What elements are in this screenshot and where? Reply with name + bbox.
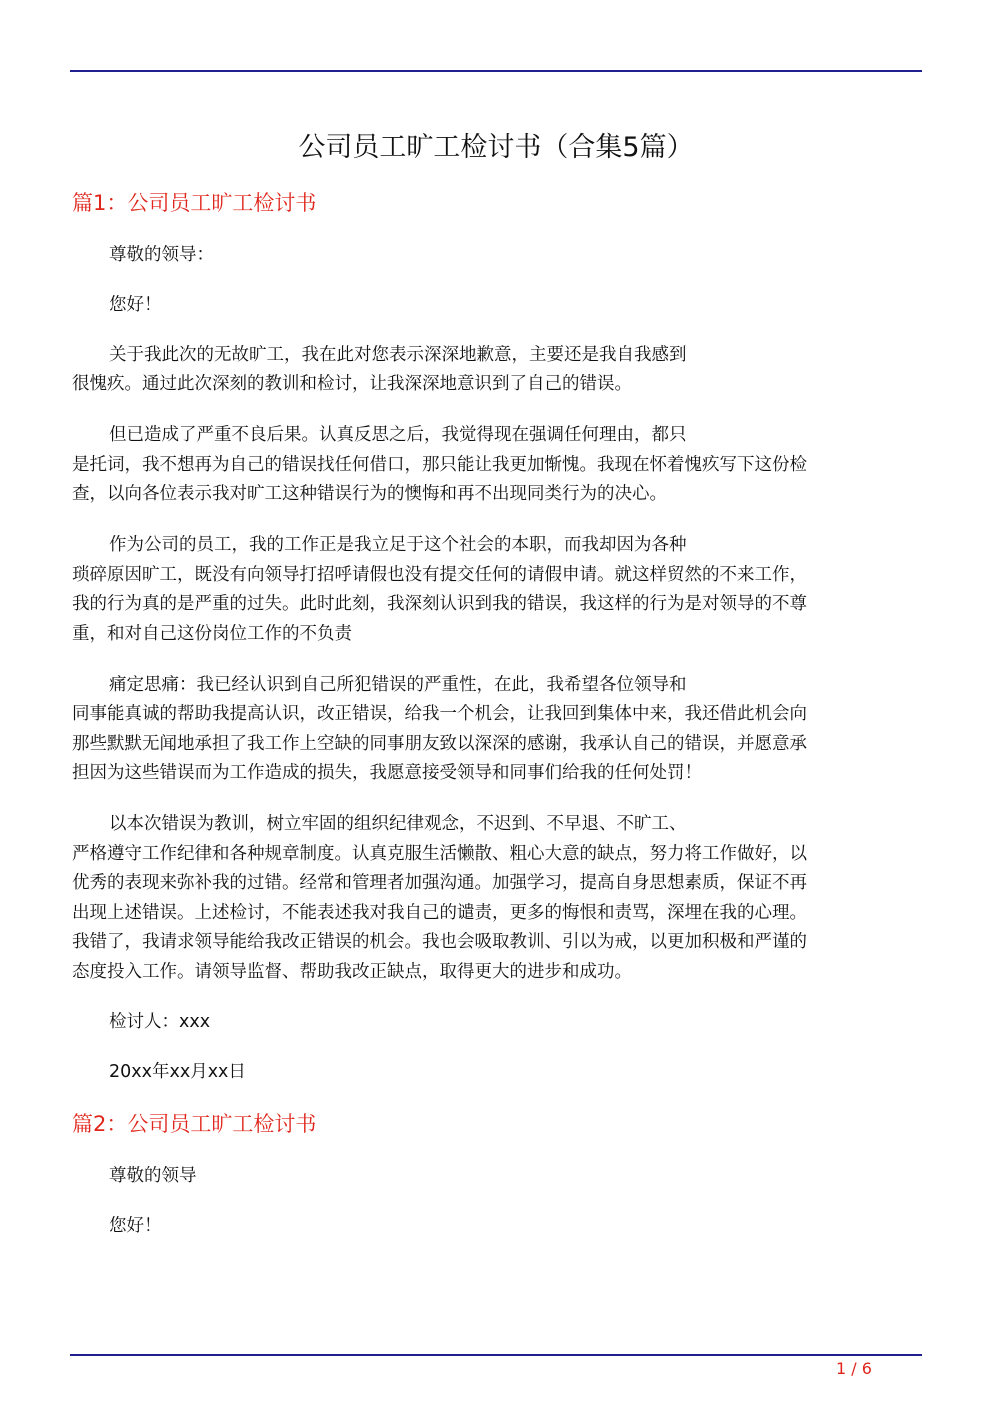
paragraph-line: 出现上述错误。上述检讨，不能表述我对我自己的谴责，更多的悔恨和责骂，深埋在我的心理。 (72, 903, 807, 923)
paragraph-line: 严格遵守工作纪律和各种规章制度。认真克服生活懒散、粗心大意的缺点，努力将工作做好，以 (72, 844, 807, 864)
paragraph-line: 琐碎原因旷工，既没有向领导打招呼请假也没有提交任何的请假申请。就这样贸然的不来工作， (72, 565, 807, 585)
section-2-salutation: 尊敬的领导 (109, 1166, 197, 1186)
paragraph-line: 但已造成了严重不良后果。认真反思之后，我觉得现在强调任何理由，都只 (109, 425, 687, 445)
paragraph-line: 是托词，我不想再为自己的错误找任何借口，那只能让我更加惭愧。我现在怀着愧疚写下这份检 (72, 455, 807, 475)
section-1-salutation: 尊敬的领导： (109, 245, 214, 265)
paragraph-line: 以本次错误为教训，树立牢固的组织纪律观念，不迟到、不早退、不旷工、 (109, 814, 687, 834)
paragraph-line: 态度投入工作。请领导监督、帮助我改正缺点，取得更大的进步和成功。 (72, 962, 632, 982)
paragraph-line: 很愧疚。通过此次深刻的教训和检讨，让我深深地意识到了自己的错误。 (72, 374, 632, 394)
header-rule (70, 70, 922, 72)
page-number: 1 / 6 (836, 1359, 872, 1378)
paragraph-line: 作为公司的员工，我的工作正是我立足于这个社会的本职，而我却因为各种 (109, 535, 687, 555)
date-line: 20xx年xx月xx日 (109, 1062, 246, 1082)
paragraph-line: 优秀的表现来弥补我的过错。经常和管理者加强沟通。加强学习，提高自身思想素质，保证不再 (72, 873, 807, 893)
paragraph-line: 担因为这些错误而为工作造成的损失，我愿意接受领导和同事们给我的任何处罚！ (72, 763, 702, 783)
footer-rule (70, 1354, 922, 1356)
paragraph-line: 重，和对自己这份岗位工作的不负责 (72, 624, 352, 644)
paragraph-line: 那些默默无闻地承担了我工作上空缺的同事朋友致以深深的感谢，我承认自己的错误，并愿意承 (72, 734, 807, 754)
section-1-greeting: 您好！ (109, 295, 162, 315)
signature-line: 检讨人：xxx (109, 1012, 211, 1032)
paragraph-line: 我错了，我请求领导能给我改正错误的机会。我也会吸取教训、引以为戒，以更加积极和严谨的 (72, 932, 807, 952)
paragraph-line: 我的行为真的是严重的过失。此时此刻，我深刻认识到我的错误，我这样的行为是对领导的不尊 (72, 594, 807, 614)
section-2-heading: 篇2：公司员工旷工检讨书 (72, 1112, 317, 1136)
section-2-greeting: 您好！ (109, 1216, 162, 1236)
document-title: 公司员工旷工检讨书（合集5篇） (298, 132, 694, 163)
paragraph-line: 痛定思痛：我已经认识到自己所犯错误的严重性，在此，我希望各位领导和 (109, 675, 687, 695)
paragraph-line: 查，以向各位表示我对旷工这种错误行为的懊悔和再不出现同类行为的决心。 (72, 484, 667, 504)
paragraph-line: 同事能真诚的帮助我提高认识，改正错误，给我一个机会，让我回到集体中来，我还借此机会向 (72, 704, 807, 724)
paragraph-line: 关于我此次的无故旷工，我在此对您表示深深地歉意，主要还是我自我感到 (109, 345, 687, 365)
section-1-heading: 篇1：公司员工旷工检讨书 (72, 191, 317, 215)
